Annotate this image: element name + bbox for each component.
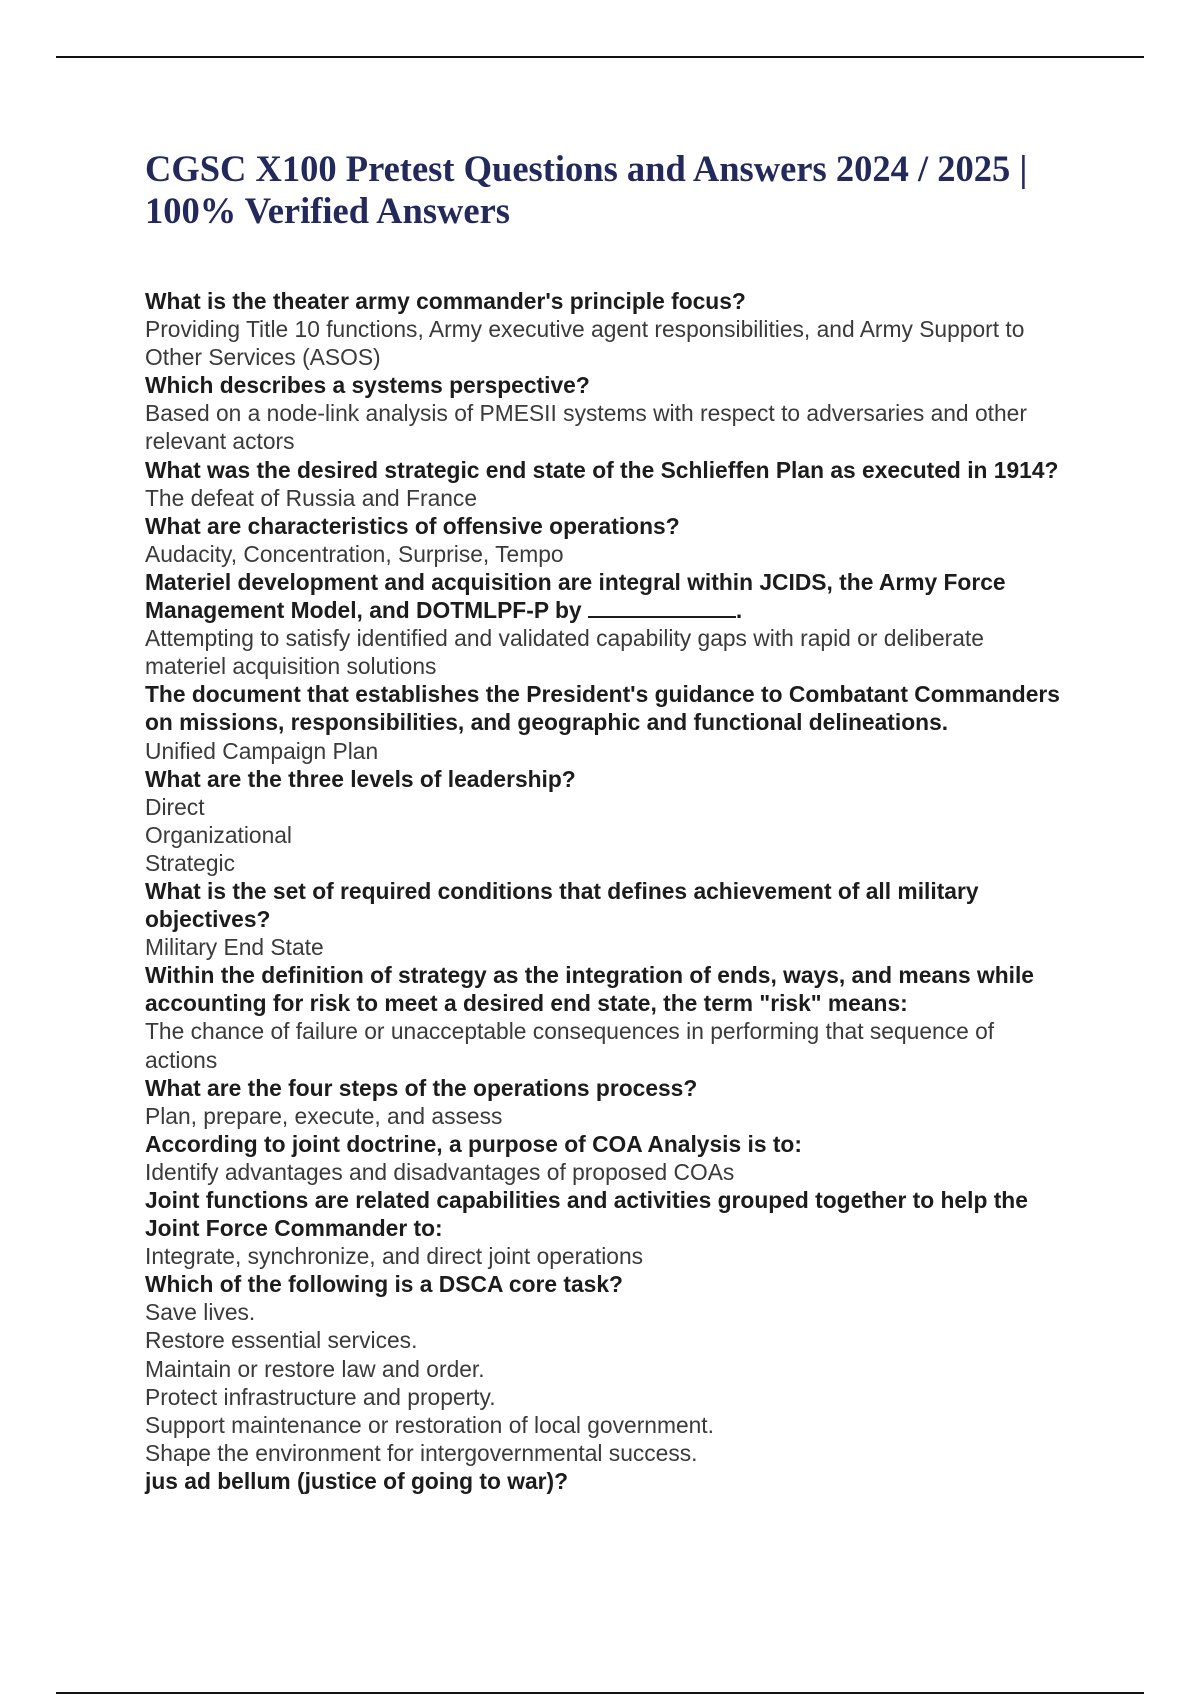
answer-line: Restore essential services. bbox=[145, 1327, 418, 1354]
answer-line: Audacity, Concentration, Surprise, Tempo bbox=[145, 540, 564, 567]
question-text: What is the set of required conditions that defines achievement of all military objectives? bbox=[145, 877, 979, 933]
qa-item bbox=[145, 1186, 1070, 1270]
question-text: Within the definition of strategy as the integration of ends, ways, and means while accounting for risk to meet a desired end state, the term "risk" means: bbox=[145, 962, 1034, 1017]
qa-item bbox=[145, 765, 1070, 877]
qa-item bbox=[145, 1074, 1070, 1130]
question-text-after-blank: . bbox=[735, 597, 743, 624]
answer-text bbox=[145, 1017, 1070, 1073]
question-text: According to joint doctrine, a purpose of COA Analysis is to: bbox=[145, 1130, 802, 1157]
bottom-rule bbox=[56, 1692, 1144, 1694]
answer-line: Integrate, synchronize, and direct joint operations bbox=[145, 1243, 644, 1270]
answer-line: Protect infrastructure and property. bbox=[145, 1383, 496, 1410]
question-text-before-blank: Materiel development and acquisition are integral within JCIDS, the Army Force Management Model, and DOTMLPF-P by bbox=[145, 568, 1006, 624]
answer-text bbox=[145, 484, 1070, 512]
question-text: What are the three levels of leadership? bbox=[145, 765, 576, 792]
question-text: What are the four steps of the operations process? bbox=[145, 1074, 698, 1101]
answer-line: Support maintenance or restoration of local government. bbox=[145, 1411, 714, 1438]
answer-line: The chance of failure or unacceptable consequences in performing that sequence of actions bbox=[145, 1018, 995, 1073]
answer-text bbox=[145, 1158, 1070, 1186]
answer-text bbox=[145, 1298, 1070, 1467]
qa-item bbox=[145, 512, 1070, 568]
answer-line: Based on a node-link analysis of PMESII systems with respect to adversaries and other relevant actors bbox=[145, 400, 1027, 455]
answer-line: Attempting to satisfy identified and validated capability gaps with rapid or deliberate materiel acquisition solutions bbox=[145, 625, 984, 680]
qa-item bbox=[145, 961, 1070, 1073]
answer-line: Organizational bbox=[145, 821, 292, 848]
answer-line: Providing Title 10 functions, Army executive agent responsibilities, and Army Support to Other Services (ASOS) bbox=[145, 316, 1025, 371]
qa-item bbox=[145, 287, 1070, 371]
answer-text bbox=[145, 793, 1070, 877]
question-text: What are characteristics of offensive operations? bbox=[145, 512, 680, 539]
qa-item bbox=[145, 456, 1070, 512]
question-text: What was the desired strategic end state of the Schlieffen Plan as executed in 1914? bbox=[145, 456, 1059, 483]
qa-item bbox=[145, 877, 1070, 961]
question-text: Which of the following is a DSCA core task? bbox=[145, 1271, 623, 1298]
answer-text bbox=[145, 540, 1070, 568]
question-text bbox=[145, 568, 1070, 624]
answer-line: Military End State bbox=[145, 934, 324, 961]
qa-item bbox=[145, 568, 1070, 680]
answer-line: Maintain or restore law and order. bbox=[145, 1355, 485, 1382]
top-rule bbox=[56, 56, 1144, 58]
document-title: CGSC X100 Pretest Questions and Answers 2024 / 2025 | 100% Verified Answers bbox=[145, 148, 1028, 231]
qa-item bbox=[145, 1467, 1070, 1495]
question-text: The document that establishes the President's guidance to Combatant Commanders on missions, responsibilities, and geographic and functional delineations. bbox=[145, 681, 1060, 736]
question-text: What is the theater army commander's principle focus? bbox=[145, 288, 746, 314]
answer-line: Unified Campaign Plan bbox=[145, 737, 379, 764]
answer-line: Shape the environment for intergovernmental success. bbox=[145, 1439, 698, 1466]
question-text: Joint functions are related capabilities and activities grouped together to help the Joint Force Commander to: bbox=[145, 1187, 1028, 1242]
qa-item bbox=[145, 680, 1070, 764]
answer-line: Save lives. bbox=[145, 1299, 256, 1326]
answer-text bbox=[145, 1102, 1070, 1130]
answer-text bbox=[145, 737, 1070, 765]
answer-text bbox=[145, 399, 1070, 455]
fill-in-blank bbox=[588, 598, 736, 618]
answer-text bbox=[145, 315, 1070, 371]
answer-line: Strategic bbox=[145, 849, 235, 876]
qa-item bbox=[145, 1270, 1070, 1467]
qa-list bbox=[145, 287, 1070, 1495]
answer-line: Direct bbox=[145, 793, 205, 820]
question-text: Which describes a systems perspective? bbox=[145, 372, 590, 399]
answer-line: Identify advantages and disadvantages of proposed COAs bbox=[145, 1158, 735, 1185]
answer-text bbox=[145, 1242, 1070, 1270]
qa-item bbox=[145, 1130, 1070, 1186]
qa-item bbox=[145, 371, 1070, 455]
answer-line: Plan, prepare, execute, and assess bbox=[145, 1102, 503, 1129]
question-text: jus ad bellum (justice of going to war)? bbox=[145, 1467, 569, 1494]
answer-text bbox=[145, 933, 1070, 961]
answer-line: The defeat of Russia and France bbox=[145, 484, 478, 511]
answer-text bbox=[145, 624, 1070, 680]
